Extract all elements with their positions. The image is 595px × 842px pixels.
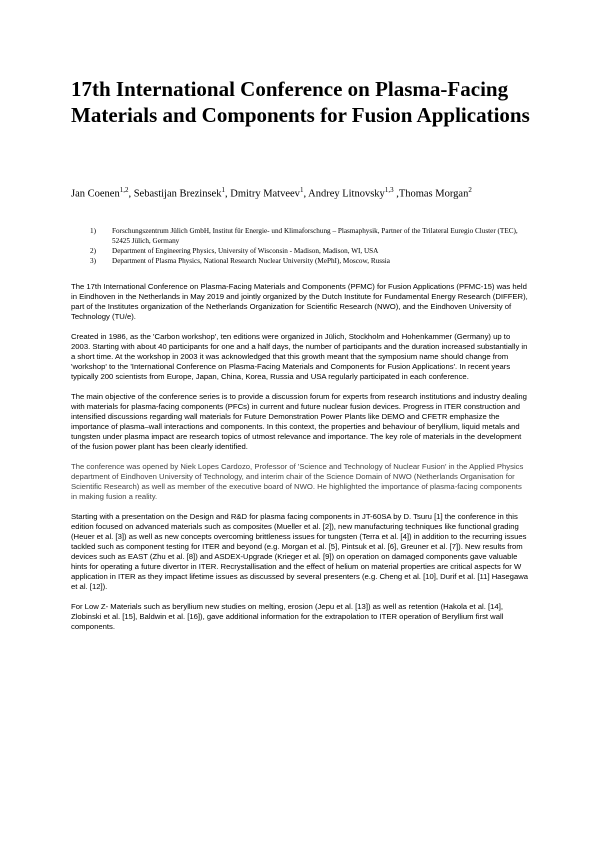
affiliation-text: Forschungszentrum Jülich GmbH, Institut für Energie- und Klimaforschung – Plasmaphysik, Partner of the Trilateral Euregio Cluster (TEC), 52425 Jülich, Germany (112, 227, 518, 245)
author-name: Thomas Morgan (398, 188, 469, 200)
affiliation-item (90, 226, 530, 246)
body-paragraph: The conference was opened by Niek Lopes Cardozo, Professor of 'Science and Technology of Nuclear Fusion' in the Applied Physics department of Eindhoven University of Technology, and interim chair of the Science Domain of NWO (Netherlands Organisation for Scientific Research) as well as member of the executive board of NWO. He highlighted the importance of plasma-facing components in making fusion a reality. (71, 462, 524, 501)
body-paragraph: For Low Z- Materials such as beryllium new studies on melting, erosion (Jepu et al. [13]) as well as retention (Hakola et al. [14], Zlobinski et al. [15], Baldwin et al. [16]), gave additional information for the extrapolation to ITER operation of Beryllium first wall components. (71, 602, 504, 631)
paper-title: 17th International Conference on Plasma-Facing Materials and Components for Fusion Applications (71, 77, 530, 127)
body-paragraph: Created in 1986, as the 'Carbon workshop', ten editions were organized in Jülich, Stockholm and Hohenkammer (Germany) up to 2003. Starting with about 40 participants for one and a half days, the number of participants and the duration increased substantially in a short time. At the workshop in 2003 it was acknowledged that this growth meant that the symposium name should change from 'workshop' to the 'International Conference on Plasma-Facing Materials and Components for Fusion Applications'. In recent years typically 200 scientists from Europe, Japan, China, Korea, Russia and USA regularly participated in each conference. (71, 332, 528, 381)
author-affiliation-marker: 1,2 (119, 186, 129, 194)
author-list: Jan Coenen$^{1,2}$, Sebastijan Brezinsek$^1$, Dmitry Matveev$^1$, Andrey Litnovsky$^{1,3}$ ,Thomas Morgan$^2$ (71, 186, 472, 200)
affiliation-list (90, 226, 530, 266)
affiliation-number: 2) (90, 247, 96, 255)
affiliation-text: Department of Plasma Physics, National Research Nuclear University (MePhI), Moscow, Russia (112, 257, 390, 265)
affiliation-number: 3) (90, 257, 96, 265)
body-paragraph: The 17th International Conference on Plasma-Facing Materials and Components (PFMC) for Fusion Applications (PFMC-15) was held in Eindhoven in the Netherlands in May 2019 and jointly organized by the Dutch Institute for Fundamental Energy Research (DIFFER), part of the Institutes organization of the Netherlands Organization for Scientific Research (NWO), and the Eindhoven University of Technology (TU/e). (71, 282, 528, 321)
author-affiliation-marker: 1,3 (384, 186, 394, 194)
author-name: Andrey Litnovsky (308, 188, 385, 200)
body-paragraph: The main objective of the conference series is to provide a discussion forum for experts from research institutions and industry dealing with materials for plasma-facing components (PFCs) in current and future nuclear fusion devices. Progress in ITER construction and intensified discussions regarding wall materials for Future Demonstration Power Plants like DEMO and CFETR emphasize the importance of plasma–wall interactions and components. In this context, the properties and behaviour of beryllium, liquid metals and tungsten under plasma impact are research topics of utmost relevance and importance. The key role of materials in the development of the fusion power plant has been clearly identified. (71, 392, 527, 451)
affiliation-number: 1) (90, 227, 96, 235)
affiliation-text: Department of Engineering Physics, University of Wisconsin - Madison, Madison, WI, USA (112, 247, 379, 255)
author-name: Sebastijan Brezinsek (133, 188, 222, 200)
author-affiliation-marker: 2 (468, 186, 472, 194)
author-name: Jan Coenen (71, 188, 120, 200)
author-affiliation-marker: 1 (299, 186, 304, 194)
affiliation-item (90, 246, 530, 256)
author-affiliation-marker: 1 (221, 186, 225, 194)
abstract-body (71, 282, 529, 642)
body-paragraph: Starting with a presentation on the Design and R&D for plasma facing components in JT-60SA by D. Tsuru [1] the conference in this edition focused on advanced materials such as composites (Mueller et al. [2]), new manufacturing techniques like functional grading (Heuer et al. [3]) as well as new concepts overcoming brittleness issues for tungsten (Terra et al. [4]) in addition to the recurring issues tackled such as component testing for ITER and beyond (e.g. Morgan et al. [5], Pintsuk et al. [6], Greuner et al. [7]). New results from devices such as EAST (Zhu et al. [8]) and ASDEX-Upgrade (Krieger et al. [9]) on operation on damaged components gave valuable hints for operating a future divertor in ITER. Recrystallisation and the effect of helium on material properties are critical aspects for W application in ITER as they impact lifetime issues as discussed by several presenters (e.g. Cheng et al. [10], Durif et al. [11] Hasegawa et al. [12]). (71, 512, 529, 591)
author-name: Dmitry Matveev (230, 188, 300, 200)
affiliation-item (90, 256, 530, 266)
